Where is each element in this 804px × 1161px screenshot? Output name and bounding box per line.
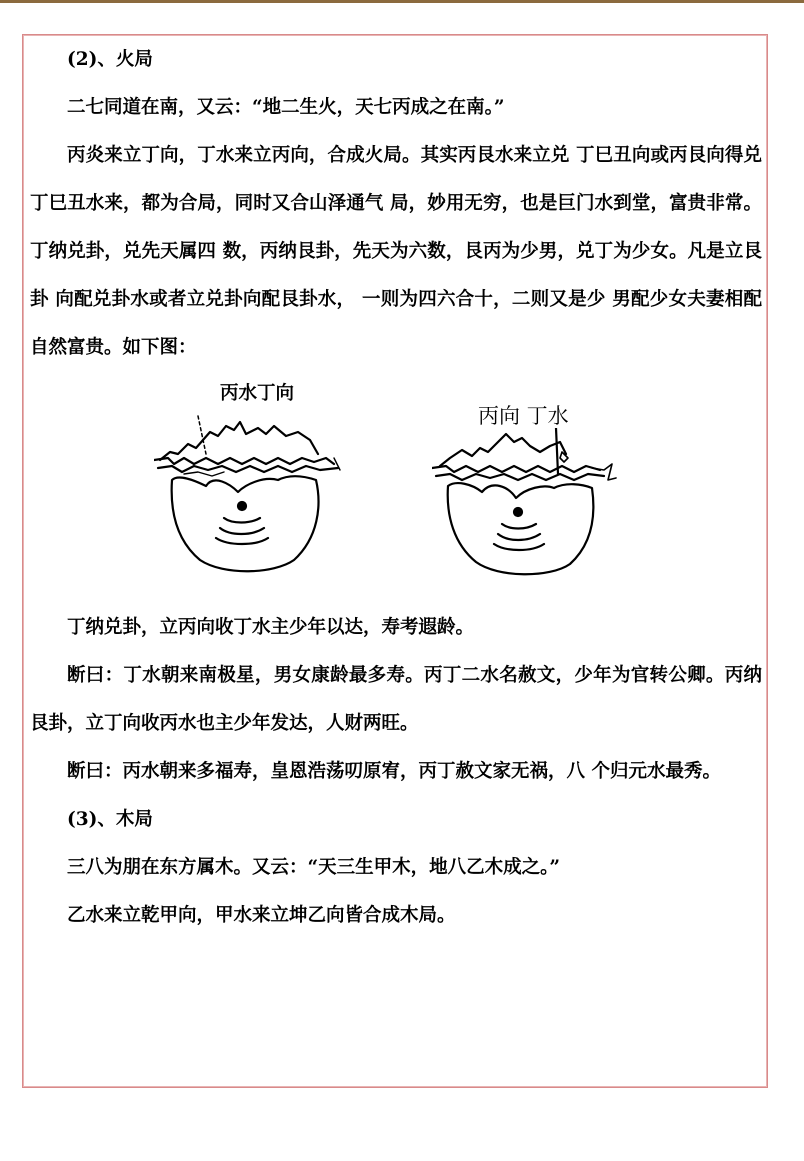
figure-right-caption: 丙向 丁水 xyxy=(478,404,569,428)
paragraph-wood-intro: 三八为朋在东方属木。又云：“天三生甲木，地八乙木成之。” xyxy=(67,857,561,878)
figure-right-diagram xyxy=(432,428,622,578)
figure-left-diagram xyxy=(154,414,344,574)
paragraph-fire-detail: 丙炎来立丁向，丁水来立丙向，合成火局。其实丙艮水来立兑 丁巳丑向或丙艮向得兑丁巳丑水来，都为合局，同时又合山泽通气 局，妙用无穷，也是巨门水到堂，富贵非常。丁纳兑卦，兑先天属四 数，丙纳艮卦，先天为六数，艮丙为少男，兑丁为少女。凡是立艮卦 向配兑卦水或者立兑卦向配艮卦水， 一则为四六合十，二则又是少 男配少女夫妻相配自然富贵。如下图： xyxy=(30,145,762,358)
figure-left-caption: 丙水丁向 xyxy=(220,383,295,404)
section-heading-fire: (2)、火局 xyxy=(67,49,153,70)
section-heading-wood: (3)、木局 xyxy=(67,809,153,830)
paragraph-ding-dui: 丁纳兑卦，立丙向收丁水主少年以达，寿考遐龄。 xyxy=(67,617,475,638)
paragraph-verdict-2: 断曰：丙水朝来多福寿，皇恩浩荡叨原宥，丙丁赦文家无祸，八 个归元水最秀。 xyxy=(67,761,721,782)
paragraph-wood-detail: 乙水来立乾甲向，甲水来立坤乙向皆合成木局。 xyxy=(67,905,456,926)
document-body xyxy=(30,36,762,940)
paragraph-verdict-1: 断曰：丁水朝来南极星，男女康龄最多寿。丙丁二水名赦文，少年为官转公卿。丙纳艮卦，立丁向收丙水也主少年发达，人财两旺。 xyxy=(30,665,762,734)
paragraph-fire-intro: 二七同道在南，又云：“地二生火，天七丙成之在南。” xyxy=(67,97,505,118)
top-rule xyxy=(0,0,804,3)
figure-row xyxy=(30,372,762,604)
